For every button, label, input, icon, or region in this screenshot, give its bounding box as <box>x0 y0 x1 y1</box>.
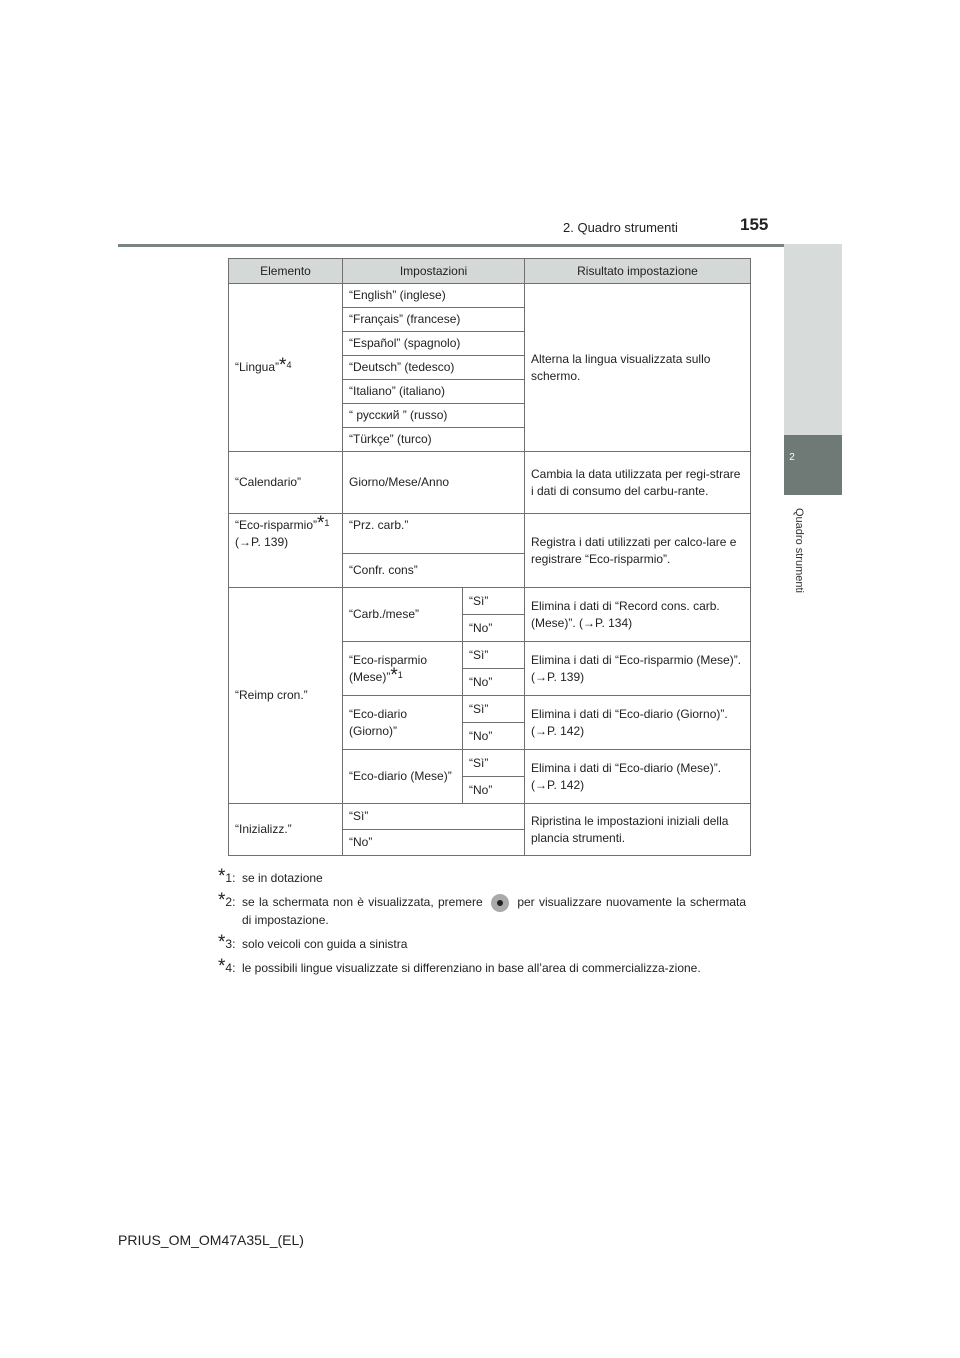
footnote-marker-text: 1: <box>225 871 236 885</box>
sub-setting-split <box>343 642 524 695</box>
sub-setting-split <box>343 588 524 641</box>
element-reimp-cron: “Reimp cron.” <box>229 588 343 804</box>
footnote-star: * <box>218 890 226 911</box>
table-row <box>229 452 751 514</box>
footnote-ref: 4 <box>286 360 292 370</box>
footnote-1 <box>218 866 746 887</box>
sub-setting <box>343 750 525 804</box>
footnote-text: le possibili lingue visualizzate si differenziano in base all’area di commercializza-zione. <box>242 961 701 975</box>
sub-setting-label <box>343 642 463 695</box>
table-row <box>229 514 751 554</box>
footnote-3 <box>218 932 746 953</box>
table-row <box>229 804 751 830</box>
footnote-marker <box>218 956 236 977</box>
result-eco-diario-mese: Elimina i dati di “Eco-diario (Mese)”. (→P. 142) <box>525 750 751 804</box>
table-row <box>229 284 751 308</box>
steering-switch-button-icon <box>491 894 509 912</box>
footnote-marker-text: 3: <box>225 937 236 951</box>
footnote-ref: 1 <box>397 669 403 680</box>
sub-setting-options <box>463 696 525 749</box>
element-label: “Lingua” <box>235 360 280 374</box>
footnote-marker <box>218 866 236 887</box>
footnote-star: * <box>218 866 226 887</box>
side-tab-number: 2 <box>789 452 795 463</box>
column-header-result: Risultato impostazione <box>525 259 751 284</box>
footnote-text: per visualizzare nuovamente la schermata di impostazione. <box>242 895 747 927</box>
result-lingua: Alterna la lingua visualizzata sullo schermo. <box>525 284 751 452</box>
footnote-marker <box>218 932 236 953</box>
sub-setting-label: “Eco-diario (Giorno)” <box>343 696 463 749</box>
option-no: “No” <box>343 830 525 856</box>
footnotes <box>218 866 747 984</box>
sub-setting <box>343 588 525 642</box>
sub-setting-label: “Carb./mese” <box>343 588 463 641</box>
side-tab-upper <box>784 244 842 435</box>
footnote-star: * <box>218 956 226 977</box>
settings-table <box>228 258 751 856</box>
result-carb-mese: Elimina i dati di “Record cons. carb. (Mese)”. (→P. 134) <box>525 588 751 642</box>
footnote-2 <box>218 890 747 929</box>
result-eco-risparmio: Registra i dati utilizzati per calco-lare e registrare “Eco-risparmio”. <box>525 514 751 588</box>
sub-setting <box>343 642 525 696</box>
footnote-marker-text: 4: <box>225 961 236 975</box>
setting-option: “English” (inglese) <box>343 284 525 308</box>
sub-setting-split <box>343 750 524 803</box>
result-calendario: Cambia la data utilizzata per regi-strare i dati di consumo del carbu-rante. <box>525 452 751 514</box>
sub-setting <box>343 696 525 750</box>
option-yes: “Sì” <box>343 804 525 830</box>
footnote-text: solo veicoli con guida a sinistra <box>242 937 408 951</box>
footnote-ref: 1 <box>324 518 330 528</box>
footnote-star: * <box>218 932 226 953</box>
setting-option: “Türkçe” (turco) <box>343 428 525 452</box>
element-calendario: “Calendario” <box>229 452 343 514</box>
sub-setting-label: “Eco-diario (Mese)” <box>343 750 463 803</box>
footnote-text: se in dotazione <box>242 871 323 885</box>
table-header-row <box>229 259 751 284</box>
side-tab-label: Quadro strumenti <box>793 508 805 593</box>
option-yes: “Sì” <box>463 588 524 615</box>
setting-calendario: Giorno/Mese/Anno <box>343 452 525 514</box>
column-header-settings: Impostazioni <box>343 259 525 284</box>
sub-setting-options <box>463 750 525 803</box>
setting-option: “Prz. carb.” <box>343 514 525 554</box>
element-lingua <box>229 284 343 452</box>
option-yes: “Sì” <box>463 642 524 669</box>
setting-option: “Deutsch” (tedesco) <box>343 356 525 380</box>
footnote-star: * <box>317 513 325 534</box>
sub-setting-options <box>463 642 525 695</box>
footnote-4 <box>218 956 746 977</box>
sub-setting-split <box>343 696 524 749</box>
result-inizializz: Ripristina le impostazioni iniziali della plancia strumenti. <box>525 804 751 856</box>
option-no: “No” <box>469 621 493 635</box>
page-number: 155 <box>740 215 769 234</box>
element-label: “Eco-risparmio” <box>235 518 318 532</box>
page-ref: (→P. 139) <box>235 535 289 549</box>
option-yes: “Sì” <box>463 696 524 723</box>
footnote-marker-text: 2: <box>225 895 236 909</box>
result-eco-risparmio-mese: Elimina i dati di “Eco-risparmio (Mese)”. (→P. 139) <box>525 642 751 696</box>
option-no: “No” <box>469 783 493 797</box>
side-tab-chapter <box>784 435 842 495</box>
option-yes: “Sì” <box>463 750 524 777</box>
header-rule <box>118 244 842 247</box>
footnote-marker <box>218 890 236 911</box>
setting-option: “Español” (spagnolo) <box>343 332 525 356</box>
element-inizializz: “Inizializz.” <box>229 804 343 856</box>
setting-option: “ русский ” (russo) <box>343 404 525 428</box>
setting-option: “Français” (francese) <box>343 308 525 332</box>
footnote-text: se la schermata non è visualizzata, premere <box>242 895 483 910</box>
setting-option: “Italiano” (italiano) <box>343 380 525 404</box>
sub-setting-options <box>463 588 525 641</box>
result-eco-diario-giorno: Elimina i dati di “Eco-diario (Giorno)”. (→P. 142) <box>525 696 751 750</box>
sub-setting-text: “Eco-risparmio (Mese)” <box>349 652 428 684</box>
setting-option: “Confr. cons” <box>343 554 525 588</box>
footnote-star: * <box>390 664 398 686</box>
element-eco-risparmio <box>229 514 343 588</box>
column-header-element: Elemento <box>229 259 343 284</box>
document-code: PRIUS_OM_OM47A35L_(EL) <box>118 1232 304 1248</box>
header-section-title: 2. Quadro strumenti <box>563 220 678 235</box>
option-no: “No” <box>469 729 493 743</box>
footnote-star: * <box>279 355 287 376</box>
option-no: “No” <box>469 675 493 689</box>
